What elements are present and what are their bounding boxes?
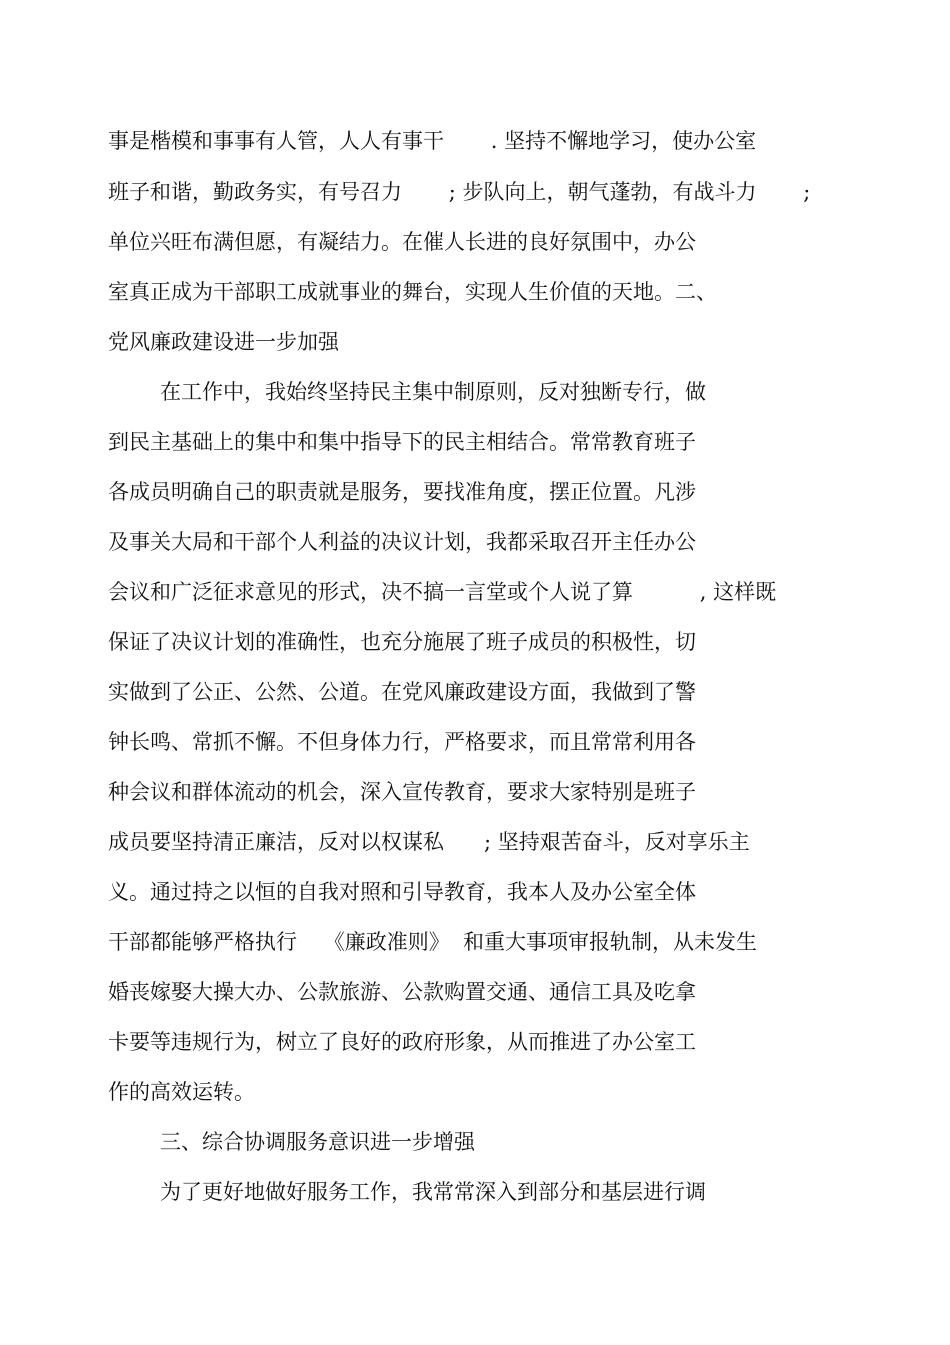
text-line: 成员要坚持清正廉洁，反对以权谋私 ; 坚持艰苦奋斗，反对享乐主 <box>108 830 750 854</box>
text-line: 到民主基础上的集中和集中指导下的民主相结合。常常教育班子 <box>108 430 696 454</box>
text-line: 及事关大局和干部个人利益的决议计划，我都采取召开主任办公 <box>108 530 696 554</box>
text-line: 保证了决议计划的准确性，也充分施展了班子成员的积极性，切 <box>108 630 696 654</box>
paragraph-first-line: 在工作中，我始终坚持民主集中制原则，反对独断专行，做 <box>160 380 706 404</box>
text-line: 卡要等违规行为，树立了良好的政府形象，从而推进了办公室工 <box>108 1030 696 1054</box>
text-line: 干部都能够严格执行 《廉政准则》 和重大事项审报轨制，从未发生 <box>108 930 758 954</box>
section-heading: 党风廉政建设进一步加强 <box>108 330 339 354</box>
text-line: 会议和广泛征求意见的形式，决不搞一言堂或个人说了算 , 这样既 <box>108 580 777 604</box>
section-heading: 三、综合协调服务意识进一步增强 <box>160 1130 475 1154</box>
text-line: 作的高效运转。 <box>108 1080 255 1104</box>
paragraph-first-line: 为了更好地做好服务工作，我常常深入到部分和基层进行调 <box>160 1180 706 1204</box>
text-line: 种会议和群体流动的机会，深入宣传教育，要求大家特别是班子 <box>108 780 696 804</box>
text-line: 实做到了公正、公然、公道。在党风廉政建设方面，我做到了警 <box>108 680 696 704</box>
text-line: 事是楷模和事事有人管，人人有事干 . 坚持不懈地学习，使办公室 <box>108 129 757 153</box>
text-line: 单位兴旺布满但愿，有凝结力。在催人长进的良好氛围中，办公 <box>108 230 696 254</box>
text-line: 婚丧嫁娶大操大办、公款旅游、公款购置交通、通信工具及吃拿 <box>108 980 696 1004</box>
text-line: 义。通过持之以恒的自我对照和引导教育，我本人及办公室全体 <box>108 880 696 904</box>
text-line: 钟长鸣、常抓不懈。不但身体力行，严格要求，而且常常利用各 <box>108 730 696 754</box>
text-line: 班子和谐，勤政务实，有号召力 ; 步队向上，朝气蓬勃，有战斗力 ; <box>108 180 811 204</box>
text-line: 室真正成为干部职工成就事业的舞台，实现人生价值的天地。二、 <box>108 280 717 304</box>
text-line: 各成员明确自己的职责就是服务，要找准角度，摆正位置。凡涉 <box>108 480 696 504</box>
